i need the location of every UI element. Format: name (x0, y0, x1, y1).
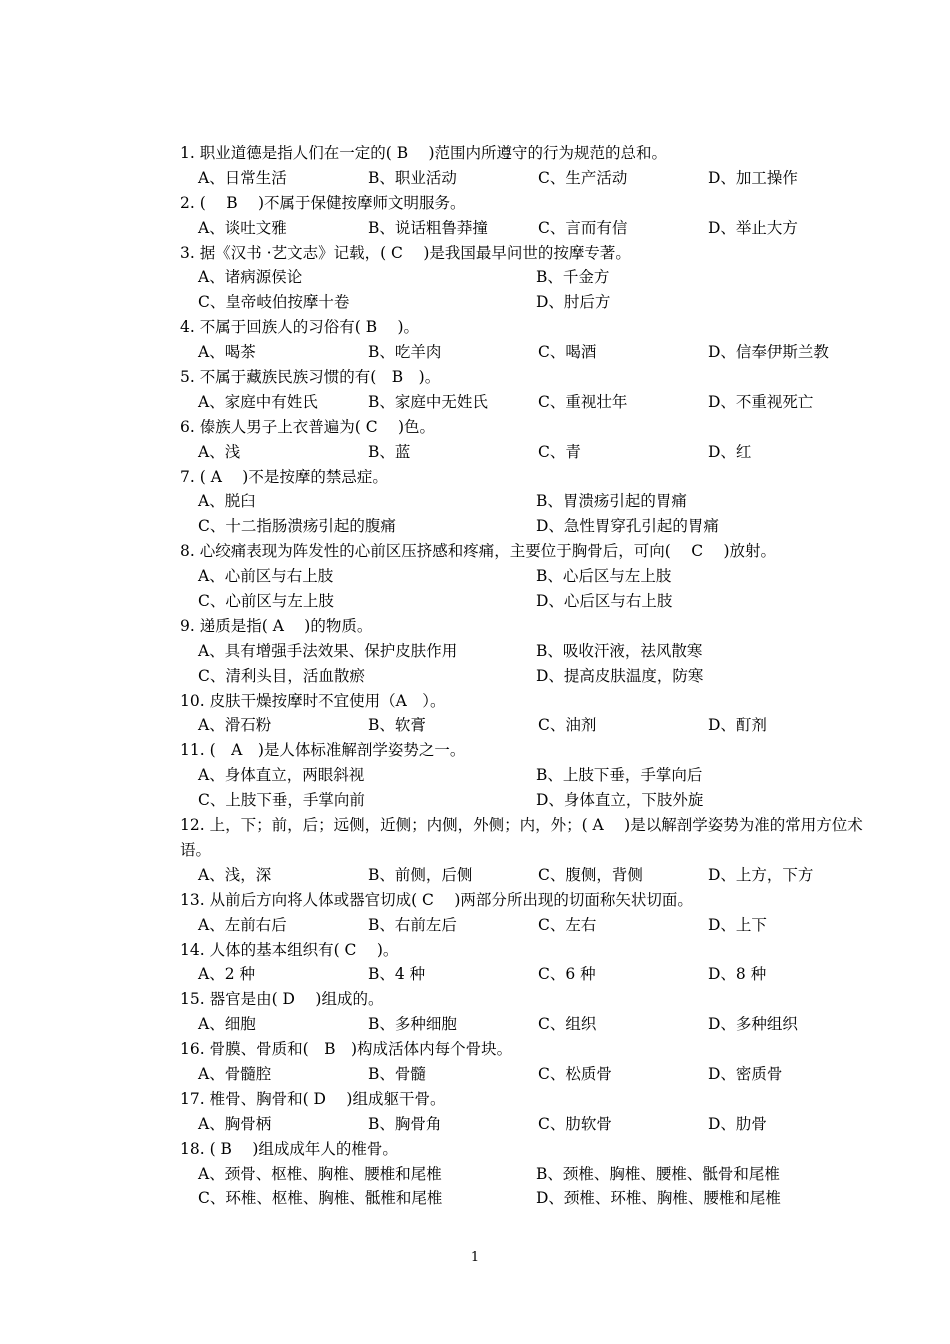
options-row (180, 788, 870, 813)
option-b: B、千金方 (536, 268, 610, 287)
option-b: B、心后区与左上肢 (536, 567, 672, 586)
option-a: A、骨髓腔 (198, 1064, 272, 1083)
option-d: D、肋骨 (708, 1114, 767, 1133)
options-row (180, 1062, 870, 1087)
option-c: C、环椎、枢椎、胸椎、骶椎和尾椎 (198, 1189, 443, 1208)
option-a: A、2 种 (198, 965, 255, 984)
option-a: A、喝茶 (198, 343, 256, 362)
option-a: A、滑石粉 (198, 716, 272, 735)
options-row (180, 1012, 870, 1037)
option-c: C、言而有信 (538, 218, 628, 237)
option-b: B、吸收汗液，祛风散寒 (536, 641, 703, 660)
question-stem: 5. 不属于藏族民族习惯的有( B )。 (180, 368, 441, 387)
option-d: D、多种组织 (708, 1015, 798, 1034)
option-d: D、8 种 (708, 965, 767, 984)
option-d: D、加工操作 (708, 168, 798, 187)
option-d: D、举止大方 (708, 218, 798, 237)
options-row (180, 1186, 870, 1211)
option-b: B、骨髓 (368, 1064, 426, 1083)
options-row (180, 863, 870, 888)
options-row (180, 713, 870, 738)
option-b: B、前侧，后侧 (368, 865, 473, 884)
option-a: A、胸骨柄 (198, 1114, 272, 1133)
options-row (180, 390, 870, 415)
option-a: A、细胞 (198, 1015, 256, 1034)
option-c: C、喝酒 (538, 343, 597, 362)
option-d: D、不重视死亡 (708, 392, 814, 411)
options-row (180, 639, 870, 664)
option-a: A、身体直立，两眼斜视 (198, 766, 365, 785)
option-a: A、心前区与右上肢 (198, 567, 334, 586)
option-b: B、胸骨角 (368, 1114, 442, 1133)
option-a: A、谈吐文雅 (198, 218, 287, 237)
option-c: C、腹侧，背侧 (538, 865, 643, 884)
question-stem: 2. ( B )不属于保健按摩师文明服务。 (180, 193, 466, 212)
question-stem: 3. 据《汉书 ·艺文志》记载，( C )是我国最早问世的按摩专著。 (180, 243, 631, 262)
option-a: A、左前右后 (198, 915, 287, 934)
option-c: C、心前区与左上肢 (198, 592, 334, 611)
options-row (180, 913, 870, 938)
options-row (180, 1162, 870, 1187)
option-b: B、蓝 (368, 442, 411, 461)
option-c: C、皇帝岐伯按摩十卷 (198, 293, 350, 312)
option-c: C、青 (538, 442, 581, 461)
option-d: D、心后区与右上肢 (536, 592, 673, 611)
option-d: D、上下 (708, 915, 767, 934)
option-b: B、上肢下垂，手掌向后 (536, 766, 703, 785)
options-row (180, 962, 870, 987)
option-c: C、清利头目，活血散瘀 (198, 666, 365, 685)
options-row (180, 664, 870, 689)
option-c: C、松质骨 (538, 1064, 612, 1083)
option-b: B、说话粗鲁莽撞 (368, 218, 488, 237)
option-c: C、组织 (538, 1015, 597, 1034)
option-b: B、软膏 (368, 716, 426, 735)
option-c: C、肋软骨 (538, 1114, 612, 1133)
question-stem: 15. 器官是由( D )组成的。 (180, 990, 384, 1009)
option-b: B、4 种 (368, 965, 426, 984)
option-d: D、颈椎、环椎、胸椎、腰椎和尾椎 (536, 1189, 781, 1208)
option-a: A、颈骨、枢椎、胸椎、腰椎和尾椎 (198, 1164, 442, 1183)
options-row (180, 589, 870, 614)
option-b: B、家庭中无姓氏 (368, 392, 488, 411)
option-c: C、重视壮年 (538, 392, 628, 411)
option-c: C、油剂 (538, 716, 597, 735)
question-stem: 17. 椎骨、胸骨和( D )组成躯干骨。 (180, 1089, 446, 1108)
option-a: A、诸病源侯论 (198, 268, 303, 287)
option-d: D、急性胃穿孔引起的胃痛 (536, 517, 719, 536)
options-row (180, 440, 870, 465)
options-row (180, 265, 870, 290)
option-a: A、浅 (198, 442, 241, 461)
option-d: D、身体直立，下肢外旋 (536, 791, 704, 810)
question-stem: 13. 从前后方向将人体或器官切成( C )两部分所出现的切面称矢状切面。 (180, 890, 693, 909)
options-row (180, 564, 870, 589)
option-d: D、红 (708, 442, 752, 461)
option-a: A、具有增强手法效果、保护皮肤作用 (198, 641, 458, 660)
option-d: D、信奉伊斯兰教 (708, 343, 829, 362)
options-row (180, 340, 870, 365)
option-b: B、胃溃疡引起的胃痛 (536, 492, 687, 511)
question-list (180, 141, 870, 1211)
question-stem: 14. 人体的基本组织有( C )。 (180, 940, 399, 959)
options-row (180, 216, 870, 241)
option-d: D、酊剂 (708, 716, 767, 735)
option-b: B、颈椎、胸椎、腰椎、骶骨和尾椎 (536, 1164, 780, 1183)
question-stem: 12. 上，下；前，后；远侧，近侧；内侧，外侧；内，外；( A )是以解剖学姿势为准的常用方位术语。 (180, 816, 863, 859)
options-row (180, 763, 870, 788)
option-a: A、浅，深 (198, 865, 272, 884)
option-d: D、上方，下方 (708, 865, 814, 884)
option-c: C、6 种 (538, 965, 596, 984)
option-b: B、职业活动 (368, 168, 457, 187)
question-stem: 7. ( A )不是按摩的禁忌症。 (180, 467, 388, 486)
question-stem: 16. 骨膜、骨质和( B )构成活体内每个骨块。 (180, 1040, 513, 1059)
option-d: D、提高皮肤温度，防寒 (536, 666, 704, 685)
question-stem: 8. 心绞痛表现为阵发性的心前区压挤感和疼痛，主要位于胸骨后，可向( C )放射。 (180, 542, 777, 561)
option-b: B、右前左后 (368, 915, 457, 934)
option-c: C、上肢下垂，手掌向前 (198, 791, 365, 810)
options-row (180, 489, 870, 514)
options-row (180, 1112, 870, 1137)
options-row (180, 166, 870, 191)
question-stem: 1. 职业道德是指人们在一定的( B )范围内所遵守的行为规范的总和。 (180, 144, 668, 162)
question-stem: 18. ( B )组成成年人的椎骨。 (180, 1139, 398, 1158)
option-c: C、左右 (538, 915, 597, 934)
option-b: B、吃羊肉 (368, 343, 442, 362)
question-stem: 11. ( A )是人体标准解剖学姿势之一。 (180, 741, 466, 760)
question-stem: 10. 皮肤干燥按摩时不宜使用（A ）。 (180, 691, 446, 710)
options-row (180, 514, 870, 539)
question-stem: 6. 傣族人男子上衣普遍为( C )色。 (180, 417, 436, 436)
option-c: C、生产活动 (538, 168, 628, 187)
question-stem: 9. 递质是指( A )的物质。 (180, 616, 373, 635)
option-a: A、日常生活 (198, 168, 287, 187)
options-row (180, 290, 870, 315)
question-stem: 4. 不属于回族人的习俗有( B )。 (180, 318, 420, 337)
page-number: 1 (470, 1250, 480, 1265)
option-a: A、家庭中有姓氏 (198, 392, 318, 411)
option-d: D、肘后方 (536, 293, 611, 312)
option-d: D、密质骨 (708, 1064, 783, 1083)
option-b: B、多种细胞 (368, 1015, 457, 1034)
option-a: A、脱臼 (198, 492, 256, 511)
option-c: C、十二指肠溃疡引起的腹痛 (198, 517, 396, 536)
